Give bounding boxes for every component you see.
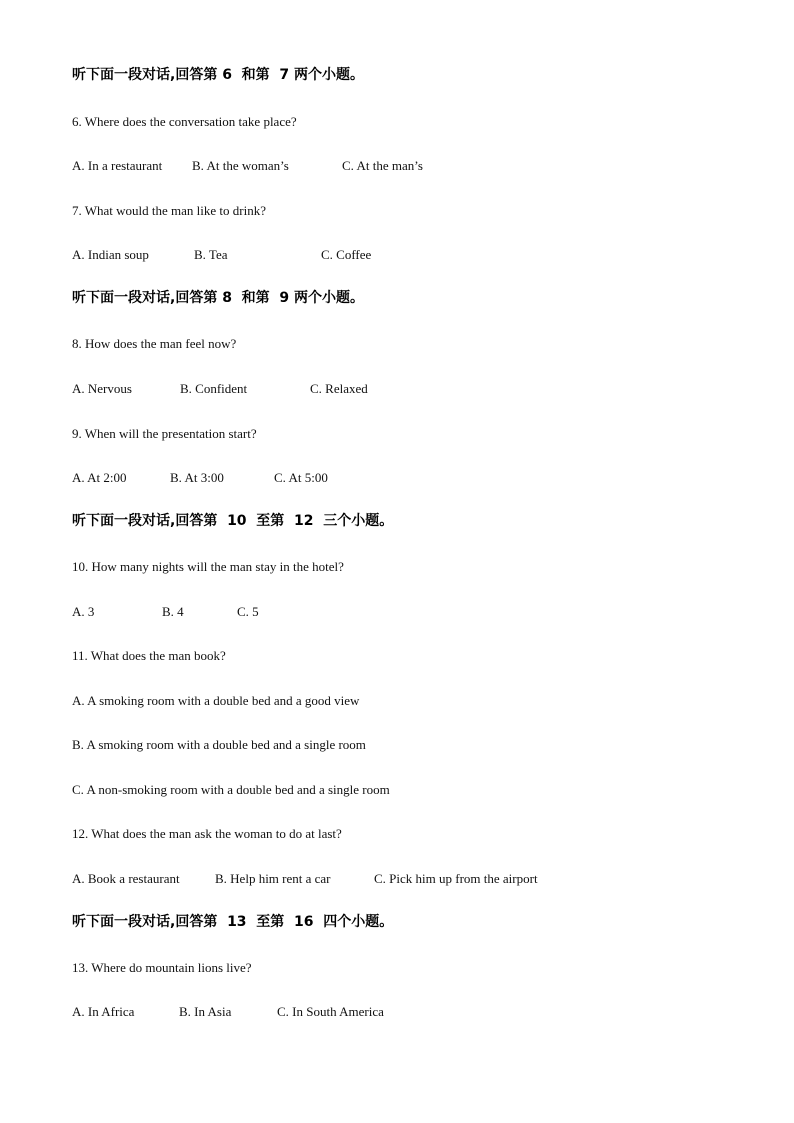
- option-a: A. Nervous: [72, 381, 132, 396]
- option-b: B. At the woman’s: [192, 158, 289, 173]
- option-b: B. At 3:00: [170, 470, 224, 485]
- option-c: C. A non-smoking room with a double bed and a single room: [72, 782, 390, 797]
- option-row: [0, 1005, 794, 1021]
- option-b: B. In Asia: [179, 1004, 232, 1019]
- option-a: A. In Africa: [72, 1004, 135, 1019]
- option-b: B. A smoking room with a double bed and a single room: [72, 737, 366, 752]
- option-a: A. Book a restaurant: [72, 871, 180, 886]
- question-text: 12. What does the man ask the woman to do at last?: [72, 826, 342, 841]
- option-b: B. Help him rent a car: [215, 871, 331, 886]
- option-c: C. Coffee: [321, 247, 372, 262]
- section-heading: 听下面一段对话,回答第 6 和第 7 两个小题。: [72, 67, 365, 83]
- section-heading: 听下面一段对话,回答第 13 至第 16 四个小题。: [72, 914, 394, 930]
- option-a: A. In a restaurant: [72, 158, 163, 173]
- section-heading: 听下面一段对话,回答第 8 和第 9 两个小题。: [72, 290, 365, 306]
- option-c: C. 5: [237, 604, 259, 619]
- option-row: [0, 872, 794, 888]
- question-text: 7. What would the man like to drink?: [72, 203, 266, 218]
- option-row: [0, 382, 794, 398]
- question-text: 8. How does the man feel now?: [72, 336, 237, 351]
- option-row: [0, 605, 794, 621]
- question-text: 10. How many nights will the man stay in the hotel?: [72, 559, 344, 574]
- option-b: B. Tea: [194, 247, 228, 262]
- section-heading: 听下面一段对话,回答第 10 至第 12 三个小题。: [72, 513, 394, 529]
- option-a: A. At 2:00: [72, 470, 127, 485]
- option-b: B. Confident: [180, 381, 248, 396]
- option-a: A. 3: [72, 604, 95, 619]
- option-row: [0, 159, 794, 175]
- question-text: 6. Where does the conversation take place?: [72, 114, 297, 129]
- option-c: C. At 5:00: [274, 470, 328, 485]
- option-row: [0, 248, 794, 264]
- option-a: A. Indian soup: [72, 247, 149, 262]
- question-text: 11. What does the man book?: [72, 648, 226, 663]
- question-text: 9. When will the presentation start?: [72, 426, 257, 441]
- option-b: B. 4: [162, 604, 184, 619]
- option-c: C. In South America: [277, 1004, 384, 1019]
- option-a: A. A smoking room with a double bed and a good view: [72, 693, 360, 708]
- option-c: C. Pick him up from the airport: [374, 871, 538, 886]
- option-c: C. Relaxed: [310, 381, 368, 396]
- question-text: 13. Where do mountain lions live?: [72, 960, 252, 975]
- option-c: C. At the man’s: [342, 158, 423, 173]
- option-row: [0, 471, 794, 487]
